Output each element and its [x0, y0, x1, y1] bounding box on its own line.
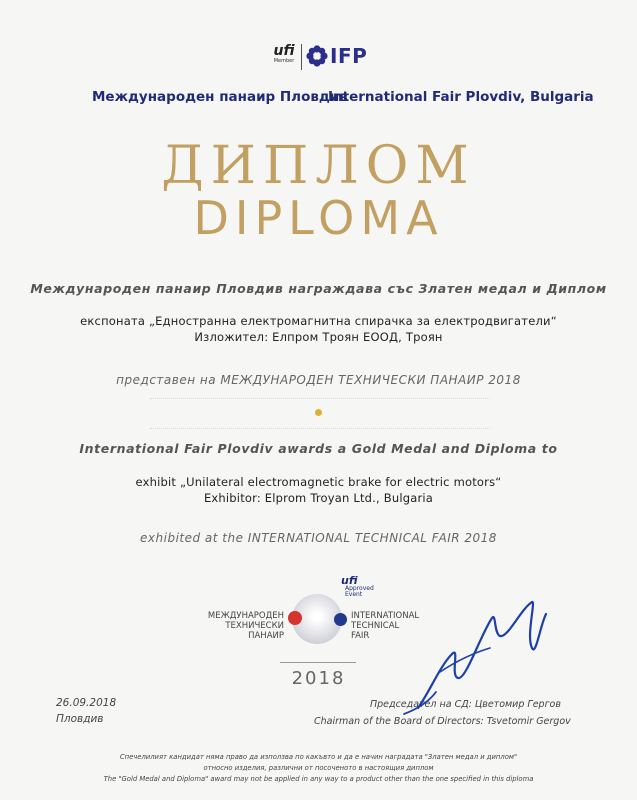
fine-print-line: относно изделия, различни от посоченото в настоящия диплом [203, 764, 434, 772]
event-year-rule [280, 662, 356, 663]
issue-city: Пловдив [56, 713, 104, 725]
event-name-en-line: TECHNICAL [351, 621, 400, 631]
event-year: 2018 [291, 668, 346, 689]
logo-separator [301, 44, 302, 70]
exhibited-line-en: exhibited at the INTERNATIONAL TECHNICAL FAIR 2018 [140, 531, 497, 545]
ufi-logo-sub: Member [273, 58, 295, 64]
exhibited-fair-bg: МЕЖДУНАРОДЕН ТЕХНИЧЕСКИ ПАНАИР 2018 [220, 373, 521, 387]
event-name-bg-line: ПАНАИР [248, 631, 284, 641]
event-name-bg-line: ТЕХНИЧЕСКИ [225, 621, 284, 631]
header-org-bg: Международен панаир Пловдив [92, 89, 348, 105]
separator-line-top [150, 398, 490, 399]
exhibited-line-bg [0, 373, 637, 387]
gold-dot-divider [315, 409, 322, 416]
exhibitor-text-en: Exhibitor: Elprom Troyan Ltd., Bulgaria [203, 491, 434, 505]
chairman-signature [400, 596, 560, 716]
separator-line-bottom [150, 428, 490, 429]
title-bg: ДИПЛОМ [161, 136, 476, 196]
issue-date: 26.09.2018 [56, 697, 117, 709]
event-logo-red-dot [288, 611, 302, 625]
award-text-bg: Международен панаир Пловдив награждава със Златен медал и Диплом [30, 281, 607, 296]
event-logo-blue-dot [334, 613, 347, 626]
exhibit-text-en: exhibit „Unilateral electromagnetic brake for electric motors“ [135, 475, 502, 489]
fine-print-line: Спечелилият кандидат няма право да използва по какъвто и да е начин наградата "Златен медал и диплом" [119, 753, 518, 761]
event-name-bg-line: МЕЖДУНАРОДЕН [207, 611, 284, 621]
ufi-member-logo [268, 44, 300, 72]
fine-print-line: The "Gold Medal and Diploma" award may not be applied in any way to a product other than the one specified in this diploma [103, 775, 534, 783]
chairman-bg: Председател на СД: Цветомир Гергов [370, 699, 561, 710]
title-en: DIPLOMA [193, 191, 444, 245]
exhibitor-text-bg: Изложител: Елпром Троян ЕООД, Троян [194, 330, 443, 344]
exhibited-prefix-bg: представен на [116, 373, 217, 387]
event-name-en-line: INTERNATIONAL [351, 611, 420, 621]
event-ufi-approved: Approved Event [345, 585, 374, 598]
header-org-en: International Fair Plovdiv, Bulgaria [328, 89, 594, 105]
ufi-logo-mark: ufi [273, 43, 295, 59]
award-text-en: International Fair Plovdiv awards a Gold Medal and Diploma to [79, 441, 558, 456]
event-name-bg [196, 611, 284, 641]
ifp-flower-icon [306, 45, 328, 67]
ifp-logo-text: IFP [330, 44, 368, 68]
event-name-en-line: FAIR [351, 631, 370, 641]
chairman-en: Chairman of the Board of Directors: Tsvetomir Gergov [314, 716, 571, 727]
event-ufi-mark: ufi [341, 574, 358, 587]
exhibit-text-bg: експоната „Едностранна електромагнитна спирачка за електродвигатели“ [80, 314, 557, 328]
